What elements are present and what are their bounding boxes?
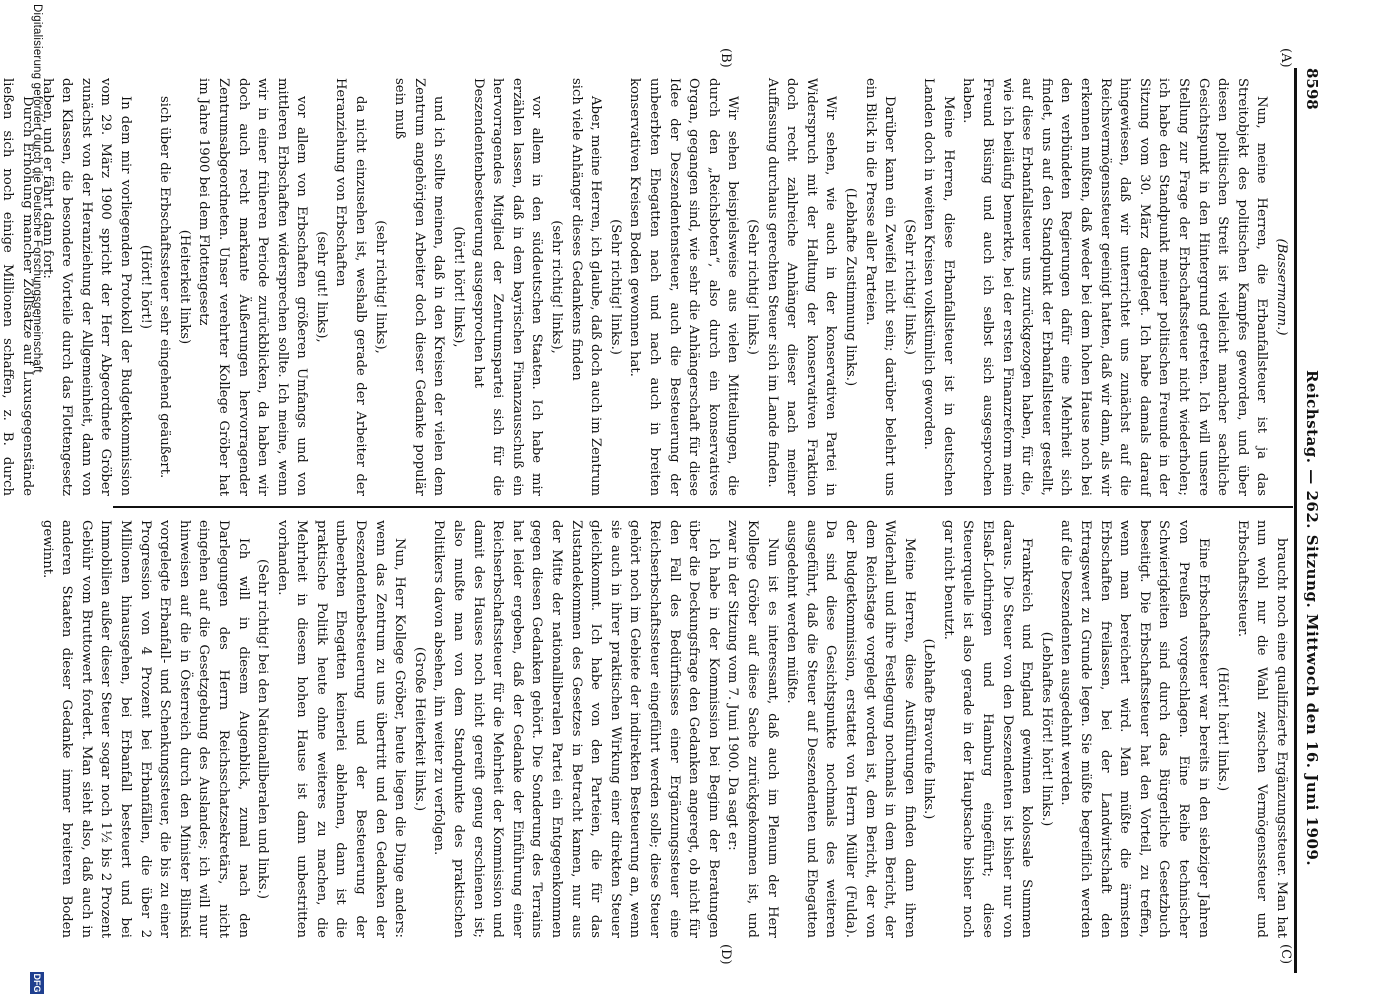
margin-mark-d: (D): [718, 944, 733, 965]
quoted-paragraph: Durch Erhöhung mancher Zollsätze auf Luxusgegenstände ließen sich noch einige Millionen schaffen, z. B. durch: [0, 78, 35, 496]
digitization-credit: Digitalisierung gefördert durch die Deutsche Forschungsgemeinschaft: [31, 4, 43, 373]
paragraph: Wir sehen, wie auch in der konservativen Partei in Widerspruch mit der Haltung der konservativen Fraktion doch recht zahlreiche Anhänger dieser nach meiner Auffassung durchaus gerechten Steuer sich im Lande finden.: [764, 78, 839, 496]
interjection: (Lebhafte Bravorufe links.): [921, 638, 937, 820]
interjection: (Hört! hört!): [137, 244, 153, 330]
paragraph: Meine Herren, diese Ausführungen finden dann ihren Widerhall und ihre Festlegung nochmals in dem Bericht, der dem Reichstage vorgelegt worden ist, dem Bericht, der von der Budgetkommission, erstattet von Herrn Müller (Fulda). Da sind diese Gesichtspunkte nochmals des weiteren ausgeführt, daß die Steuer auf Deszendenten und Ehegatten ausgedehnt werden müßte.: [784, 520, 917, 938]
page-header: [1299, 68, 1325, 968]
paragraph: Nun, Herr Kollege Gröber, heute liegen die Dinge anders: wenn das Zentrum zu uns übertritt und den Gedanken der Deszendentenbesteuerung und der Besteuerung der unbeerbten Ehegatten keinerlei ablehnen, dann ist die praktische Politik heute ohne weiteres zu machen, die Mehrheit in diesem hohen Hause ist dann unbestritten vorhanden.: [274, 520, 408, 938]
running-title: Reichstag. — 262. Sitzung. Mittwoch den 16. Juni 1909.: [1303, 369, 1321, 867]
interjection: (Hört! hört! links.): [1215, 666, 1231, 792]
interjection: (Heiterkeit links): [176, 229, 192, 345]
paragraph: Ich will in diesem Augenblick, zumal nach den Darlegungen des Herrn Reichsschatzsekretärs, nicht eingehen auf die Gesetzgebung des Auslandes; ich will nur hinweisen auf die in Österreich durch den Minister Bilinski vorgelegte Erbanfall- und Schenkungssteuer, die bis zu einer Progression von 4 Prozent bei Erbanfällen, die über 2 Millionen hinausgehen, bei Erbanfall besteuert und bei Immobilien außer dieser Steuer sogar noch 1½ bis 2 Prozent Gebühr vom Bruttowert fordert. Man sieht also, daß auch in anderen Staaten dieser Gedanke immer breiteren Boden gewinnt.: [39, 520, 251, 938]
right-column-text: [37, 520, 1291, 938]
paragraph: sich über die Erbschaftssteuer sehr eingehend geäußert.: [157, 96, 173, 479]
paragraph: da nicht einzusehen ist, weshalb gerade der Arbeiter der Heranziehung von Erbschaften: [333, 78, 369, 496]
paragraph: Nun, meine Herren, die Erbanfallsteuer ist ja das Streitobjekt des politischen Kampfes geworden, und über diesen politischen Streit ist vielleicht mancher sachliche Gesichtspunkt in den Hintergrund getreten. Ich will unsere Stellung zur Frage der Erbschaftssteuer nicht wiederholen; ich habe den Standpunkt meiner politischen Freunde in der Sitzung vom 30. März dargelegt. Ich habe damals darauf hingewiesen, daß wir unterrichtet uns zunächst auf die Reichsvermögenssteuer geeinigt hatten, daß wir dann, als wir erkennen mußten, daß weder bei dem hohen Hause noch bei den verbündeten Regierungen dafür eine Mehrheit sich findet, uns auf den Standpunkt der Erbanfallsteuer gestellt, auf diese Erbanfallsteuer uns zurückgezogen haben, für die, wie ich beiläufig bemerkte, bei der ersten Finanzreform mein Freund Büsing und auch ich selbst sich ausgesprochen haben.: [960, 78, 1270, 496]
paragraph: Meine Herren, diese Erbanfallsteuer ist in deutschen Landen doch in weiten Kreisen volkstümlich geworden.: [921, 78, 956, 496]
paragraph: Wir sehen beispielsweise aus vielen Mitteilungen, die durch den „Reichsboten“, also durch ein konservatives Organ, gegangen sind, wie sehr die Anhängerschaft für diese Idee der Deszendentensteuer, auch die Besteuerung der unbeerbten Ehegatten nach und nach auch in breiten konservativen Kreisen Boden gewonnen hat.: [627, 78, 741, 496]
interjection: (hört! hört! links),: [451, 226, 467, 348]
interjection: (sehr gut! links),: [313, 231, 329, 343]
page-number: 8598: [1303, 68, 1321, 110]
margin-mark-a: (A): [1278, 48, 1293, 68]
paragraph: vor allem von Erbschaften größeren Umfangs und von mittleren Erbschaften widersprechen sollte. Ich meine, wenn wir in einer früheren Periode zurückblicken, da haben wir doch auch recht markante Äußerungen hervorragender Zentrumsabgeordneten. Unser verehrter Kollege Gröber hat im Jahre 1900 bei dem Flottengesetz: [196, 78, 310, 496]
interjection: (Sehr richtig! links.): [901, 219, 917, 355]
paragraph: Aber, meine Herren, ich glaube, daß doch auch im Zentrum sich viele Anhänger dieses Gedankens finden: [568, 78, 604, 496]
interjection: (Sehr richtig! bei den Nationalliberalen und links.): [255, 558, 271, 900]
paragraph: Nun ist es interessant, daß auch im Plenum der Herr Kollege Gröber auf diese Sache zurückgekommen ist, und zwar in der Sitzung vom 7. Juni 1900. Da sagt er:: [725, 520, 780, 938]
page-footer: [25, 0, 45, 1000]
paragraph: und ich sollte meinen, daß in den Kreisen der vielen dem Zentrum angehörigen Arbeiter doch dieser Gedanke populär sein muß: [392, 78, 447, 496]
column-divider: [113, 506, 1293, 508]
paragraph: vor allem in den süddeutschen Staaten. Ich habe mir erzählen lassen, daß in dem bayrischen Finanzausschuß ein hervorragendes Mitglied der Zentrumspartei sich für die Deszendentenbesteuerung ausgesprochen hat: [470, 78, 545, 496]
right-column: [39, 520, 1291, 938]
quoted-paragraph: Eine Erbschaftssteuer war bereits in den siebziger Jahren von Preußen vorgeschlagen. Eine Reihe technischer Schwierigkeiten sind durch das Bürgerliche Gesetzbuch beseitigt. Die Erbschaftssteuer hat den Vorteil, zu treffen, wenn man bereichert wird. Man müßte die ärmsten Erbschaften freilassen, bei der Landwirtschaft den Ertragswert zu Grunde legen. Sie müßte begreiflich werden auf die Deszendenten ausgedehnt werden.: [1058, 520, 1211, 938]
interjection: (sehr richtig! links),: [549, 220, 565, 354]
paragraph: Darüber kann ein Zweifel nicht sein; darüber belehrt uns ein Blick in die Presse aller Parteien.: [862, 78, 898, 496]
dfg-logo: DFG: [32, 973, 42, 993]
interjection: (sehr richtig! links),: [372, 220, 388, 354]
quoted-paragraph: braucht noch eine qualifizierte Ergänzungssteuer. Man hat nun wohl nur die Wahl zwischen Vermögenssteuer und Erbschaftssteuer.: [1234, 520, 1289, 938]
paragraph: In dem mir vorliegenden Protokoll der Budgetkommission vom 29. März 1900 spricht der Herr Abgeordnete Gröber zunächst von der Heranziehung der Allgemeinheit, dann von den Klassen, die besondere Vorteile durch das Flottengesetz haben, und er fährt dann fort:: [39, 78, 133, 496]
margin-mark-c: (C): [1278, 944, 1293, 965]
header-rule: [1294, 68, 1297, 973]
interjection: (Lebhafte Zustimmung links.): [842, 187, 858, 387]
interjection: (Sehr richtig! links.): [607, 219, 623, 355]
margin-mark-b: (B): [718, 48, 733, 68]
quoted-paragraph: Frankreich und England gewinnen kolossale Summen daraus. Die Steuer von den Deszendenten ist bisher nur von Elsaß-Lothringen und Hamburg eingeführt; diese Steuerquelle ist also gerade in der Hauptsache bisher noch gar nicht benutzt.: [940, 520, 1035, 938]
interjection: (Sehr richtig! links.): [744, 219, 760, 355]
quoted-paragraph: Ich habe in der Kommission bei Beginn der Beratungen über die Deckungsfrage den Gedanken angeregt, ob nicht für den Fall des Bedürfnisses einer Ergänzungssteuer eine Reichserbschaftssteuer eingeführt werden solle; diese Steuer gehört noch im Gebiete der indirekten Besteuerung an, wenn sie auch in ihrer praktischen Wirkung einer direkten Steuer gleichkommt. Ich habe von den Parteien, die für das Zustandekommen des Gesetzes in Betracht kamen, nur aus der Mitte der nationalliberalen Partei ein Entgegenkommen gegen diesen Gedanken gehört. Die Sonderung des Terrains hat leider ergeben, daß der Gedanke der Einführung einer Reichserbschaftssteuer für die Mehrheit der Kommission und damit des Hauses noch nicht gereift genug erschienen ist; also mußte man von dem Standpunkte des praktischen Politikers davon absehen, ihn weiter zu verfolgen.: [431, 520, 721, 938]
interjection: (Große Heiterkeit links.): [411, 646, 427, 812]
speaker-name: (Bassermann.): [1274, 238, 1289, 336]
interjection: (Lebhaftes Hört! hört! links.): [1038, 631, 1054, 827]
left-column-text: [0, 78, 1271, 496]
